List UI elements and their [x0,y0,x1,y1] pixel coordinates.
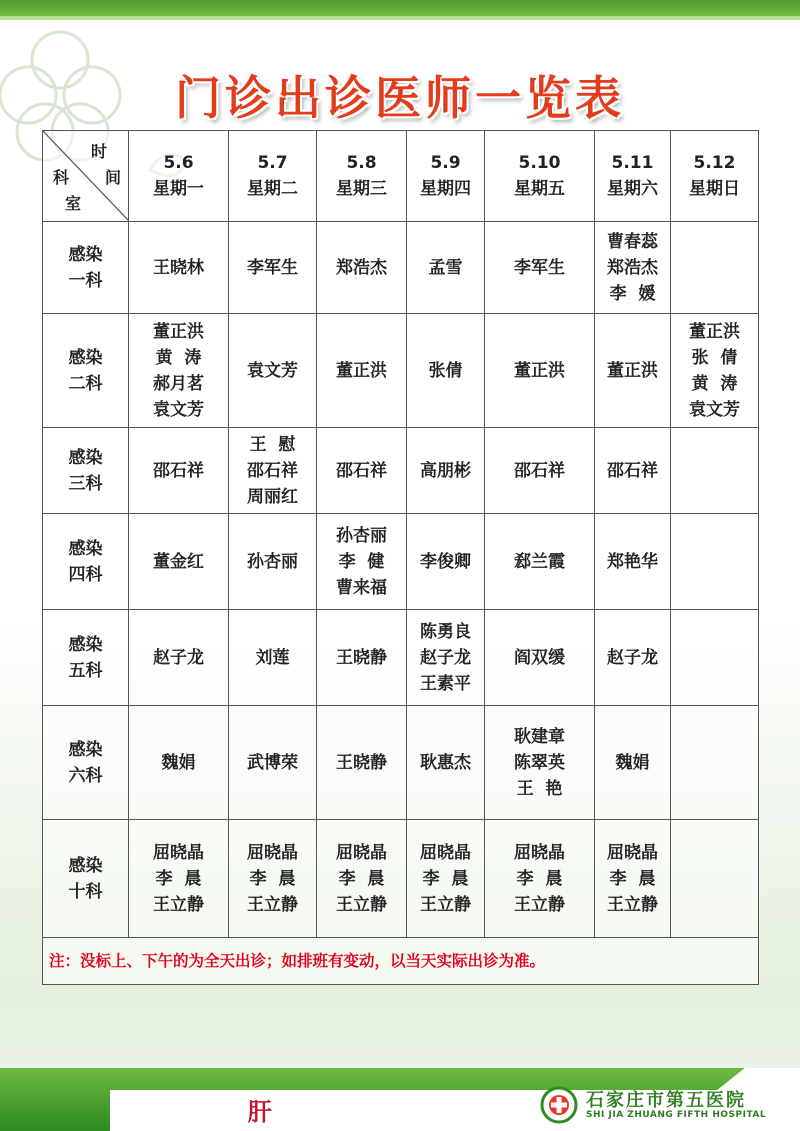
note-row [43,938,759,985]
hospital-name-cn: 石家庄市第五医院 [586,1090,746,1111]
doctor-cell [485,428,595,514]
doctor-name: 屈晓晶 [514,842,565,863]
day-weekday: 星期二 [247,179,298,199]
doctor-cell [317,610,407,706]
top-green-bar [0,0,800,20]
doctor-name: 邵石祥 [607,460,658,481]
doctor-cell [595,820,671,938]
doctor-cell [229,314,317,428]
doctor-cell [595,314,671,428]
doctor-name: 李 健 [338,551,385,572]
doctor-cell [485,514,595,610]
doctor-name: 魏娟 [161,752,196,773]
doctor-name: 王素平 [420,673,471,694]
doctor-name: 董正洪 [607,360,658,381]
corner-dept-2: 室 [65,194,82,213]
doctor-name: 王立静 [607,894,658,915]
doctor-name: 董正洪 [153,321,204,342]
day-header [229,131,317,222]
doctor-name: 赵子龙 [607,647,658,668]
doctor-name: 王立静 [514,894,565,915]
doctor-name: 郑浩杰 [607,257,658,278]
department-label: 感染 [68,538,103,559]
day-header [317,131,407,222]
department-label: 感染 [68,634,103,655]
doctor-cell [407,610,485,706]
table-row [43,706,759,820]
doctor-name: 郑艳华 [607,551,658,572]
doctor-cell [671,514,759,610]
day-date: 5.10 [518,153,561,173]
department-label: 感染 [68,855,103,876]
doctor-name: 王 慰 [249,434,296,455]
doctor-cell [485,820,595,938]
doctor-name: 周丽红 [247,486,298,507]
doctor-name: 屈晓晶 [247,842,298,863]
doctor-name: 郄兰霞 [514,551,565,572]
department-label: 二科 [68,373,103,394]
department-label: 五科 [68,660,103,681]
doctor-cell [229,820,317,938]
corner-time-1: 时 [91,142,108,161]
department-cell [43,820,129,938]
doctor-name: 曹来福 [336,577,387,598]
doctor-cell [129,610,229,706]
department-label: 四科 [68,564,103,585]
department-cell [43,222,129,314]
doctor-name: 李军生 [247,257,298,278]
doctor-name: 屈晓晶 [153,842,204,863]
footer-slogan [150,1092,336,1127]
doctor-name: 屈晓晶 [336,842,387,863]
department-cell [43,514,129,610]
table-row [43,314,759,428]
day-date: 5.6 [163,153,194,173]
department-label: 六科 [68,765,103,786]
doctor-name: 李 媛 [609,283,656,304]
doctor-cell [407,222,485,314]
doctor-cell [317,314,407,428]
day-header [407,131,485,222]
doctor-name: 李 晨 [422,868,469,889]
doctor-cell [595,428,671,514]
doctor-name: 邵石祥 [336,460,387,481]
doctor-name: 李 晨 [338,868,385,889]
doctor-cell [317,706,407,820]
doctor-name: 赵子龙 [420,647,471,668]
doctor-name: 张 倩 [691,347,738,368]
doctor-name: 王立静 [247,894,298,915]
doctor-cell [595,610,671,706]
department-label: 三科 [68,473,103,494]
doctor-cell [485,706,595,820]
doctor-name: 李军生 [514,257,565,278]
slogan-left: 大医精诚 [150,1101,234,1125]
doctor-cell [485,314,595,428]
day-date: 5.11 [611,153,654,173]
doctor-name: 李 晨 [516,868,563,889]
doctor-name: 董正洪 [689,321,740,342]
doctor-name: 高朋彬 [420,460,471,481]
doctor-name: 王晓静 [336,752,387,773]
doctor-name: 陈翠英 [514,752,565,773]
doctor-cell [229,428,317,514]
doctor-name: 李俊卿 [420,551,471,572]
doctor-name: 陈勇良 [420,621,471,642]
doctor-name: 李 晨 [609,868,656,889]
doctor-cell [595,514,671,610]
table-row [43,610,759,706]
doctor-name: 董金红 [153,551,204,572]
doctor-name: 武博荣 [247,752,298,773]
department-cell [43,610,129,706]
doctor-cell [129,820,229,938]
table-row [43,820,759,938]
day-weekday: 星期四 [420,179,471,199]
doctor-name: 郑浩杰 [336,257,387,278]
doctor-name: 黄 涛 [155,347,202,368]
doctor-cell [407,314,485,428]
doctor-name: 王立静 [336,894,387,915]
doctor-cell [485,222,595,314]
doctor-name: 刘莲 [255,647,290,668]
doctor-cell [595,222,671,314]
hospital-brand [540,1086,790,1126]
table-row [43,222,759,314]
doctor-name: 魏娟 [615,752,650,773]
hospital-name-en: SHI JIA ZHUANG FIFTH HOSPITAL [586,1110,767,1120]
doctor-name: 李 晨 [155,868,202,889]
doctor-cell [129,514,229,610]
doctor-cell [407,706,485,820]
doctor-name: 阎双缓 [514,647,565,668]
department-label: 感染 [68,347,103,368]
department-cell [43,706,129,820]
doctor-name: 孟雪 [428,257,463,278]
day-weekday: 星期五 [514,179,565,199]
department-label: 感染 [68,244,103,265]
doctor-name: 王 艳 [516,778,563,799]
page-title: 门诊出诊医师一览表 [175,71,625,125]
department-label: 感染 [68,447,103,468]
doctor-cell [671,428,759,514]
doctor-cell [129,706,229,820]
doctor-name: 曹春蕊 [607,231,658,252]
note-text: 注：没标上、下午的为全天出诊；如排班有变动，以当天实际出诊为准。 [43,938,759,985]
doctor-cell [407,428,485,514]
table-row [43,428,759,514]
doctor-cell [595,706,671,820]
slogan-right: 胆相照 [272,1101,336,1125]
department-cell [43,428,129,514]
doctor-name: 屈晓晶 [420,842,471,863]
doctor-name: 李 晨 [249,868,296,889]
doctor-name: 耿惠杰 [420,752,471,773]
doctor-name: 黄 涛 [691,373,738,394]
doctor-cell [317,820,407,938]
doctor-cell [485,610,595,706]
doctor-cell [407,820,485,938]
doctor-cell [671,222,759,314]
department-cell [43,314,129,428]
doctor-cell [671,314,759,428]
doctor-name: 赵子龙 [153,647,204,668]
doctor-name: 董正洪 [336,360,387,381]
slogan-red-char: 肝 [247,1098,273,1126]
doctor-cell [229,222,317,314]
doctor-cell [129,222,229,314]
day-header [671,131,759,222]
department-label: 十科 [68,881,103,902]
day-date: 5.8 [346,153,377,173]
department-label: 感染 [68,739,103,760]
doctor-name: 张倩 [428,360,463,381]
doctor-cell [317,222,407,314]
doctor-name: 王立静 [153,894,204,915]
day-header [595,131,671,222]
doctor-name: 王晓林 [153,257,204,278]
doctor-cell [671,820,759,938]
day-header [485,131,595,222]
doctor-name: 王晓静 [336,647,387,668]
day-header [129,131,229,222]
doctor-cell [317,514,407,610]
schedule-table [42,130,759,985]
corner-header [43,131,129,222]
day-date: 5.12 [693,153,736,173]
doctor-cell [671,706,759,820]
doctor-name: 孙杏丽 [247,551,298,572]
doctor-cell [229,706,317,820]
hospital-logo-icon [540,1086,578,1124]
doctor-name: 郝月茗 [153,373,204,394]
doctor-cell [407,514,485,610]
doctor-name: 屈晓晶 [607,842,658,863]
doctor-cell [229,610,317,706]
doctor-name: 袁文芳 [247,360,298,381]
corner-dept-1: 科 [53,168,70,187]
day-date: 5.9 [430,153,461,173]
doctor-cell [229,514,317,610]
doctor-name: 袁文芳 [153,399,204,420]
day-date: 5.7 [257,153,288,173]
doctor-cell [671,610,759,706]
day-weekday: 星期三 [336,179,387,199]
doctor-cell [317,428,407,514]
department-label: 一科 [68,270,103,291]
corner-time-2: 间 [105,168,122,187]
doctor-name: 邵石祥 [514,460,565,481]
day-weekday: 星期日 [689,179,740,199]
doctor-cell [129,314,229,428]
day-weekday: 星期六 [607,179,658,199]
header-row [43,131,759,222]
doctor-name: 邵石祥 [153,460,204,481]
doctor-name: 王立静 [420,894,471,915]
doctor-name: 耿建章 [514,726,565,747]
doctor-name: 孙杏丽 [336,525,387,546]
day-weekday: 星期一 [153,179,204,199]
doctor-cell [129,428,229,514]
slogan-mark: • [234,1101,248,1125]
doctor-name: 邵石祥 [247,460,298,481]
table-row [43,514,759,610]
doctor-name: 董正洪 [514,360,565,381]
doctor-name: 袁文芳 [689,399,740,420]
